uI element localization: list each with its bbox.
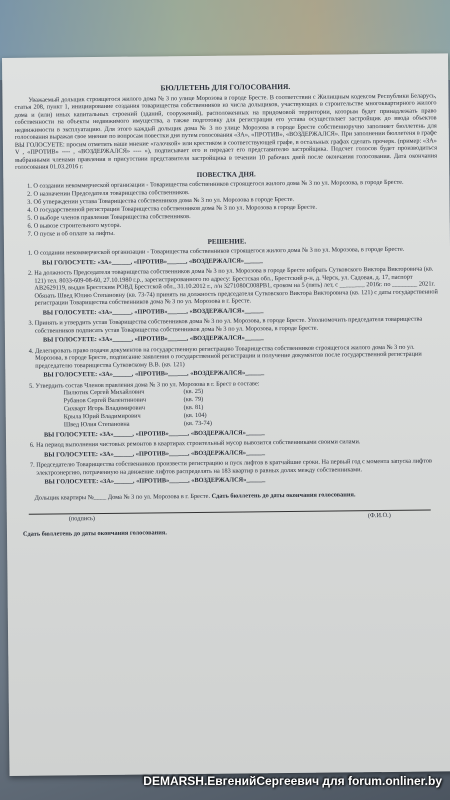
decision-list [16,245,440,486]
decision-text: На период выполнения чистовых ремонтов в квартирах строительный мусор вывозится собственниками своими силами. [36,438,361,449]
agenda-item: 6. О вывозе строительного мусора. [34,218,438,230]
decision-text: Председателю Товарищества собственников произвести регистрацию и пуск лифтов в кратчайшие сроки. На первый год с момента запуска лифтов электроэнергию, потраченную на движение лифтов распределять на 183 квартир в равных долях между собственниками. [36,457,433,477]
decision-item [34,245,438,266]
ballot-paper [2,53,450,776]
decision-item [35,378,440,439]
member-apt: (кв. 79) [183,395,204,404]
agenda-item: 3. Об утверждении устава Товарищества собственников дома № 3 по ул. Морозова в городе Бресте. [33,194,437,206]
decision-item [35,343,439,379]
decision-text: Делегировать право подачи документов на государственную регистрацию Товарищества собственников строящегося жилого дома № 3 по ул. Морозова, в городе Бресте, подписание заявления о государственной регистрации и получение документов после государственной регистрации председателю товарищества Сутковскому В.В. (кв. 121) [35,343,422,370]
vote-line: ВЫ ГОЛОСУЕТЕ: «ЗА»______, «ПРОТИВ»______, «ВОЗДЕРЖАЛСЯ»______ [43,369,265,379]
vote-line: ВЫ ГОЛОСУЕТЕ: «ЗА»______, «ПРОТИВ»______, «ВОЗДЕРЖАЛСЯ»______ [42,306,264,317]
member-apt: (кв. 81) [183,403,204,412]
decision-item [36,457,440,486]
submit-deadline-note: Сдать бюллетень до даты окончания голосования. [211,490,356,500]
member-name: Швед Юлия Степановна [63,420,130,429]
agenda-list [15,178,438,238]
agenda-item: 7. О пуске и об оплате за лифты. [34,226,438,238]
vote-line: ВЫ ГОЛОСУЕТЕ: «ЗА»______, «ПРОТИВ»______, «ВОЗДЕРЖАЛСЯ»______ [42,334,264,344]
member-apt: (кв. 73-74) [183,419,212,428]
agenda-item: 2. О назначении Председателя товарищества собственников. [33,186,437,198]
intro-paragraph: Уважаемый дольщик строящегося жилого дома № 3 по улице Морозова в городе Бресте. В соответствии с Жилищным кодексом Республики Беларусь, статья 208, пункт 1, инициирование создания товарищества собственников из числа дольщиков, участвующих в строительстве многоквартирного жилого дома и (или) иных капитальных строений (зданий, сооружений), расположенных на придомовой территории, которым будет принадлежать право собственности на объекты недвижимого имущества, а также подготовку для регистрации его устава осуществляет застройщик до ввода объектов недвижимости в эксплуатацию. Для этого каждый дольщик дома № 3 по улице Морозова в городе Бресте собственноручно заполняет бюллетень для голосования выражая свое мнение по вопросам повестки дня путем голосования «ЗА», «ПРОТИВ», «ВОЗДЕРЖАЛСЯ». При заполнении бюллетеня в графе ВЫ ГОЛОСУЕТЕ: просим отметить ваше мнение «галочкой» или крестиком в соответствующей графе, в остальных графах сделать прочерк. (пример: «ЗА» V , «ПРОТИВ» ---- , «ВОЗДЕРЖАЛСЯ» ---- »), подписывает его и передает его представителю застройщика. Подсчет голосов будет производиться выбранными членами правления в присутствии представителя застройщика в течении 10 рабочих дней после окончания голосования. Дата окончания голосования 01.03.2016 г. [14,91,438,171]
decision-item [36,437,440,458]
decision-text: Принять и утвердить устав Товарищества собственников дома № 3 по ул. Морозова, в городе Бресте. Уполномочить председателя товарищества собственников подписать устав Товарищества собственников дома № 3 по ул. Морозова, в городе Бресте. [34,315,423,335]
member-name: Рубанов Сергей Валентинович [63,396,147,405]
vote-line: ВЫ ГОЛОСУЕТЕ: «ЗА»______, «ПРОТИВ»______, «ВОЗДЕРЖАЛСЯ»______ [43,428,265,439]
signature-line [29,510,431,527]
decision-text: О создании некоммерческой организации - Товарищества собственников строящегося жилого дома № 3 по ул. Морозова, в городе Бресте. [34,245,405,257]
vote-line: ВЫ ГОЛОСУЕТЕ: «ЗА»______, «ПРОТИВ»______, «ВОЗДЕРЖАЛСЯ»______ [44,448,265,459]
document-title: БЮЛЛЕТЕНЬ ДЛЯ ГОЛОСОВАНИЯ. [160,81,291,93]
decision-text: Утвердить состав Членов правления дома № 3 по ул. Морозова в г. Брест в составе: [35,379,260,390]
member-name: Пилютик Сергей Михайлович [63,388,145,397]
agenda-item: 1. О создании некоммерческой организации - Товарищества собственников строящегося жилого дома № 3 по ул. Морозова, в городе Бресте. [33,178,437,190]
board-members-list [63,385,439,428]
apartment-owner-line [35,490,441,502]
agenda-item: 4. О государственной регистрации Товарищества собственников дома № 3 по ул. Морозова в городе Бресте. [34,202,438,214]
member-apt: (кв. 25) [183,387,204,396]
full-name-caption: (Ф.И.О.) [367,511,391,520]
vote-line: ВЫ ГОЛОСУЕТЕ: «ЗА»______, «ПРОТИВ»______, «ВОЗДЕРЖАЛСЯ»______ [44,476,266,486]
vote-line: ВЫ ГОЛОСУЕТЕ: «ЗА»______, «ПРОТИВ»______, «ВОЗДЕРЖАЛСЯ»______ [42,256,263,267]
forum-watermark: DEMARSH.ЕвгенийСергеевич для forum.onliner.by [143,774,442,788]
signature-caption: (подпись) [68,515,96,523]
member-name: Крыла Юрий Владимирович [63,412,141,421]
agenda-title: ПОВЕСТКА ДНЯ. [196,169,256,179]
decision-item [35,315,439,344]
decision-item [34,265,438,316]
member-apt: (кв. 104) [183,411,207,420]
member-name: Сихварт Игорь Владимирович [63,404,146,413]
apartment-owner-text: Дольщик квартиры №____ Дома № 3 по ул. Морозова в г. Бресте. [34,492,211,502]
submit-deadline-bottom: Сдать бюллетень до даты окончания голосования. [22,529,167,538]
agenda-item: 5. О выборе членов правления Товарищества собственников. [34,210,438,222]
decision-text: На должность Председателя товарищества собственников дома № 3 по ул. Морозова в городе Бресте избрать Сутковского Виктора Викторовича (кв. 121) тел. 8033-609-08-60, 27.10.1980 г.р., зарегистрированного по адресу: Брестская обл., Брестский р-н, д. Черск, ул. Садовая, д. 17, паспорт АВ2629119, выдан Брестским РОВД Брестской обл., 31.10.2012 г., л/н 3271080С008РВ1, сроком на 5 (пять) лет, с ________ 2016г. по ________ 2021г. Обязать Швед Юлию Степановну (кв. 73-74) принять на должность председателя Сутковского Виктора Викторовича (кв. 121) с даты государственной регистрации Товарищества собственников дома № 3 по ул. Морозова в г. Бресте. [34,265,438,307]
decision-title: РЕШЕНИЕ. [207,236,247,246]
